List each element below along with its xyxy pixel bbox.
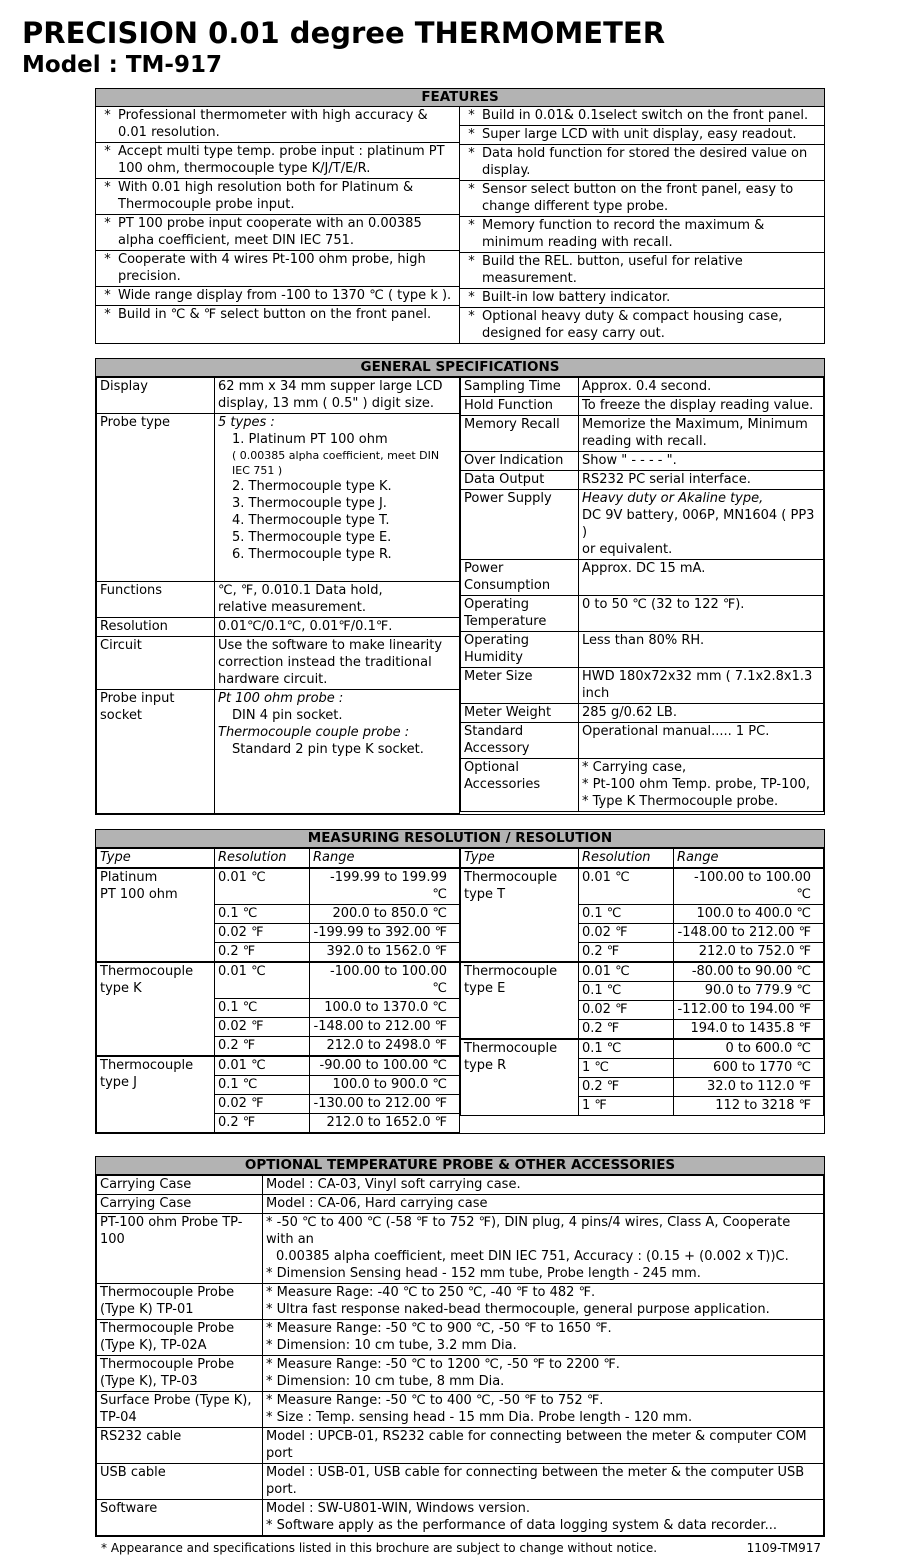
accessory-label: Carrying Case [97, 1195, 263, 1214]
table-row [97, 1214, 824, 1284]
probe-type-cell: Thermocouple type E [461, 962, 579, 1039]
bullet-asterisk: * [104, 216, 111, 231]
table-row [97, 1464, 824, 1500]
table-row [461, 704, 824, 723]
accessory-value: Model : CA-03, Vinyl soft carrying case. [263, 1176, 824, 1195]
feature-item [96, 287, 459, 306]
feature-item [96, 306, 459, 324]
range-cell: 194.0 to 1435.8 ℉ [674, 1020, 824, 1040]
feature-text: Sensor select button on the front panel, easy to change different type probe. [482, 182, 794, 214]
accessory-value: * -50 ℃ to 400 ℃ (-58 ℉ to 752 ℉), DIN plug, 4 pins/4 wires, Class A, Cooperate with an 0.00385 alpha coefficient, meet DIN IEC 751, Accuracy : (0.15 + (0.002 x T))C. * Dimension Sensing head - 152 mm tube, Probe length - 245 mm. [263, 1214, 824, 1284]
accessory-value: * Measure Range: -50 ℃ to 400 ℃, -50 ℉ to 752 ℉. * Size : Temp. sensing head - 15 mm Dia. Probe length - 120 mm. [263, 1392, 824, 1428]
resolution-cell: 0.01 ℃ [579, 868, 674, 905]
spec-value: Memorize the Maximum, Minimum reading with recall. [579, 416, 824, 452]
resolution-cell: 0.1 ℃ [215, 999, 310, 1018]
table-row [97, 1428, 824, 1464]
range-cell: -199.99 to 199.99 ℃ [310, 868, 460, 905]
features-left-column [96, 107, 460, 343]
spec-value: 0 to 50 ℃ (32 to 122 ℉). [579, 596, 824, 632]
bullet-asterisk: * [104, 108, 111, 123]
accessory-label: PT-100 ohm Probe TP-100 [97, 1214, 263, 1284]
range-cell: 100.0 to 400.0 ℃ [674, 905, 824, 924]
accessory-label: Surface Probe (Type K), TP-04 [97, 1392, 263, 1428]
col-header-range: Range [310, 849, 460, 869]
table-row [461, 378, 824, 397]
resolution-cell: 0.1 ℃ [215, 905, 310, 924]
probe-type-cell: Thermocouple type T [461, 868, 579, 962]
spec-label: Over Indication [461, 452, 579, 471]
features-columns [96, 107, 824, 343]
feature-item [96, 215, 459, 251]
bullet-asterisk: * [104, 307, 111, 322]
bullet-asterisk: * [104, 252, 111, 267]
spec-value: Approx. DC 15 mA. [579, 560, 824, 596]
probe-type-cell: Thermocouple type K [97, 962, 215, 1056]
content-area [95, 88, 825, 1556]
resolution-cell: 0.02 ℉ [215, 1095, 310, 1114]
resolution-cell: 1 ℃ [579, 1059, 674, 1078]
spec-value: 5 types : 1. Platinum PT 100 ohm ( 0.00385 alpha coefficient, meet DIN IEC 751 ) 2. Thermocouple type K. 3. Thermocouple type J. 4. Thermocouple type T. 5. Thermocouple type E. 6. Thermocouple type R. [215, 414, 460, 582]
spec-value: 285 g/0.62 LB. [579, 704, 824, 723]
table-row [461, 397, 824, 416]
spec-label: Meter Size [461, 668, 579, 704]
general-specs-header: GENERAL SPECIFICATIONS [96, 359, 824, 377]
table-row [97, 378, 460, 414]
range-cell: -112.00 to 194.00 ℉ [674, 1001, 824, 1020]
spec-label: Display [97, 378, 215, 414]
spec-label: Circuit [97, 637, 215, 690]
range-cell: -80.00 to 90.00 ℃ [674, 962, 824, 982]
spec-label: Functions [97, 582, 215, 618]
table-row [97, 1392, 824, 1428]
accessory-label: Thermocouple Probe (Type K), TP-02A [97, 1320, 263, 1356]
feature-text: Optional heavy duty & compact housing case, designed for easy carry out. [482, 309, 783, 341]
spec-label: Meter Weight [461, 704, 579, 723]
general-specs-left [96, 377, 460, 814]
spec-label: Power Consumption [461, 560, 579, 596]
range-cell: 100.0 to 900.0 ℃ [310, 1076, 460, 1095]
resolution-cell: 0.2 ℉ [579, 1078, 674, 1097]
spec-value: Use the software to make linearity correction instead the traditional hardware circuit. [215, 637, 460, 690]
feature-item [460, 107, 824, 126]
resolution-cell: 0.1 ℃ [579, 1039, 674, 1059]
feature-item [460, 289, 824, 308]
bullet-asterisk: * [104, 180, 111, 195]
accessories-section [95, 1156, 825, 1537]
feature-text: Professional thermometer with high accuracy & 0.01 resolution. [118, 108, 428, 140]
spec-value: Show " - - - - ". [579, 452, 824, 471]
feature-item [460, 126, 824, 145]
col-header-type: Type [461, 849, 579, 869]
table-row [97, 962, 460, 999]
spec-value: * Carrying case, * Pt-100 ohm Temp. probe, TP-100, * Type K Thermocouple probe. [579, 759, 824, 812]
table-row [97, 690, 460, 814]
resolution-columns [96, 848, 824, 1133]
spec-label: Data Output [461, 471, 579, 490]
resolution-cell: 0.01 ℃ [215, 962, 310, 999]
bullet-asterisk: * [468, 218, 475, 233]
table-row [461, 723, 824, 759]
table-row [461, 962, 824, 982]
range-cell: 112 to 3218 ℉ [674, 1097, 824, 1116]
table-row [461, 668, 824, 704]
spec-value: 0.01℃/0.1℃, 0.01℉/0.1℉. [215, 618, 460, 637]
spec-label: Standard Accessory [461, 723, 579, 759]
range-cell: -100.00 to 100.00 ℃ [674, 868, 824, 905]
feature-text: With 0.01 high resolution both for Platinum & Thermocouple probe input. [118, 180, 414, 212]
resolution-cell: 0.01 ℃ [215, 1056, 310, 1076]
bullet-asterisk: * [468, 309, 475, 324]
spec-value: Operational manual..... 1 PC. [579, 723, 824, 759]
feature-item [96, 143, 459, 179]
table-header-row [461, 849, 824, 869]
accessory-value: Model : USB-01, USB cable for connecting between the meter & the computer USB port. [263, 1464, 824, 1500]
resolution-cell: 0.02 ℉ [579, 1001, 674, 1020]
spec-value: HWD 180x72x32 mm ( 7.1x2.8x1.3 inch [579, 668, 824, 704]
range-cell: 212.0 to 1652.0 ℉ [310, 1114, 460, 1133]
table-row [461, 1039, 824, 1059]
range-cell: 90.0 to 779.9 ℃ [674, 982, 824, 1001]
range-cell: -148.00 to 212.00 ℉ [674, 924, 824, 943]
table-row [97, 1176, 824, 1195]
spec-label: Resolution [97, 618, 215, 637]
bullet-asterisk: * [468, 290, 475, 305]
table-row [461, 596, 824, 632]
accessory-value: Model : SW-U801-WIN, Windows version. * Software apply as the performance of data logging system & data recorder... [263, 1500, 824, 1536]
range-cell: 212.0 to 2498.0 ℉ [310, 1037, 460, 1057]
resolution-cell: 0.02 ℉ [215, 1018, 310, 1037]
features-section [95, 88, 825, 344]
accessory-label: RS232 cable [97, 1428, 263, 1464]
feature-text: Build the REL. button, useful for relative measurement. [482, 254, 743, 286]
spec-label: Operating Humidity [461, 632, 579, 668]
accessory-value: * Measure Rage: -40 ℃ to 250 ℃, -40 ℉ to 482 ℉. * Ultra fast response naked-bead thermocouple, general purpose application. [263, 1284, 824, 1320]
footer-document-code: 1109-TM917 [746, 1541, 821, 1555]
accessory-label: Software [97, 1500, 263, 1536]
general-specs-right [460, 377, 824, 814]
accessory-value: * Measure Range: -50 ℃ to 900 ℃, -50 ℉ to 1650 ℉. * Dimension: 10 cm tube, 3.2 mm Dia. [263, 1320, 824, 1356]
feature-text: Built-in low battery indicator. [482, 290, 671, 305]
resolution-cell: 0.1 ℃ [579, 905, 674, 924]
col-header-range: Range [674, 849, 824, 869]
accessory-label: Thermocouple Probe (Type K), TP-03 [97, 1356, 263, 1392]
feature-text: Super large LCD with unit display, easy readout. [482, 127, 797, 142]
feature-item [96, 179, 459, 215]
resolution-right [460, 848, 824, 1133]
resolution-cell: 0.2 ℉ [215, 943, 310, 963]
probe-type-cell: Thermocouple type R [461, 1039, 579, 1116]
feature-item [96, 107, 459, 143]
range-cell: -100.00 to 100.00 ℃ [310, 962, 460, 999]
bullet-asterisk: * [104, 144, 111, 159]
feature-item [460, 253, 824, 289]
spec-label: Optional Accessories [461, 759, 579, 812]
spec-label: Sampling Time [461, 378, 579, 397]
range-cell: 392.0 to 1562.0 ℉ [310, 943, 460, 963]
spec-label: Memory Recall [461, 416, 579, 452]
accessory-value: Model : CA-06, Hard carrying case [263, 1195, 824, 1214]
table-row [97, 1356, 824, 1392]
spec-label: Probe type [97, 414, 215, 582]
feature-item [460, 308, 824, 343]
table-row [97, 582, 460, 618]
resolution-cell: 0.1 ℃ [215, 1076, 310, 1095]
feature-text: Cooperate with 4 wires Pt-100 ohm probe, high precision. [118, 252, 426, 284]
col-header-resolution: Resolution [579, 849, 674, 869]
spec-value: To freeze the display reading value. [579, 397, 824, 416]
probe-type-cell: Platinum PT 100 ohm [97, 868, 215, 962]
page-title: PRECISION 0.01 degree THERMOMETER [22, 16, 666, 50]
model-subtitle: Model : TM-917 [22, 52, 222, 78]
footer-note: * Appearance and specifications listed in this brochure are subject to change without notice. [101, 1541, 658, 1555]
resolution-cell: 0.2 ℉ [579, 943, 674, 963]
resolution-header: MEASURING RESOLUTION / RESOLUTION [96, 830, 824, 848]
range-cell: 200.0 to 850.0 ℃ [310, 905, 460, 924]
spec-label: Operating Temperature [461, 596, 579, 632]
feature-text: Memory function to record the maximum & minimum reading with recall. [482, 218, 765, 250]
spec-value: ℃, ℉, 0.010.1 Data hold, relative measurement. [215, 582, 460, 618]
resolution-cell: 0.2 ℉ [579, 1020, 674, 1040]
resolution-cell: 0.01 ℃ [215, 868, 310, 905]
bullet-asterisk: * [468, 146, 475, 161]
features-header: FEATURES [96, 89, 824, 107]
spec-value: Pt 100 ohm probe : DIN 4 pin socket. Thermocouple couple probe : Standard 2 pin type K socket. [215, 690, 460, 814]
range-cell: 100.0 to 1370.0 ℃ [310, 999, 460, 1018]
table-header-row [97, 849, 460, 869]
table-row [97, 414, 460, 582]
feature-item [460, 217, 824, 253]
accessory-value: Model : UPCB-01, RS232 cable for connecting between the meter & computer COM port [263, 1428, 824, 1464]
bullet-asterisk: * [104, 288, 111, 303]
accessory-label: Thermocouple Probe (Type K) TP-01 [97, 1284, 263, 1320]
feature-item [460, 181, 824, 217]
table-row [461, 759, 824, 812]
col-header-resolution: Resolution [215, 849, 310, 869]
range-cell: 0 to 600.0 ℃ [674, 1039, 824, 1059]
table-row [97, 1284, 824, 1320]
feature-item [96, 251, 459, 287]
table-row [97, 618, 460, 637]
page-footer [101, 1541, 821, 1556]
spec-label: Hold Function [461, 397, 579, 416]
features-right-column [460, 107, 824, 343]
resolution-section [95, 829, 825, 1134]
bullet-asterisk: * [468, 127, 475, 142]
feature-item [460, 145, 824, 181]
accessory-label: Carrying Case [97, 1176, 263, 1195]
resolution-cell: 0.02 ℉ [215, 924, 310, 943]
spec-label: Power Supply [461, 490, 579, 560]
spec-value: Approx. 0.4 second. [579, 378, 824, 397]
spec-value: RS232 PC serial interface. [579, 471, 824, 490]
spec-label: Probe input socket [97, 690, 215, 814]
table-row [97, 1320, 824, 1356]
general-specs-section [95, 358, 825, 815]
table-row [461, 868, 824, 905]
table-row [461, 560, 824, 596]
table-row [97, 637, 460, 690]
resolution-left [96, 848, 460, 1133]
feature-text: Wide range display from -100 to 1370 ℃ ( type k ). [118, 288, 452, 303]
table-row [97, 1056, 460, 1076]
range-cell: -90.00 to 100.00 ℃ [310, 1056, 460, 1076]
spec-value: Heavy duty or Akaline type, DC 9V battery, 006P, MN1604 ( PP3 ) or equivalent. [579, 490, 824, 560]
feature-text: Accept multi type temp. probe input : platinum PT 100 ohm, thermocouple type K/J/T/E/R. [118, 144, 445, 176]
resolution-cell: 0.1 ℃ [579, 982, 674, 1001]
col-header-type: Type [97, 849, 215, 869]
table-row [97, 868, 460, 905]
table-row [461, 490, 824, 560]
bullet-asterisk: * [468, 254, 475, 269]
bullet-asterisk: * [468, 182, 475, 197]
table-row [461, 632, 824, 668]
spec-value: Less than 80% RH. [579, 632, 824, 668]
feature-text: PT 100 probe input cooperate with an 0.00385 alpha coefficient, meet DIN IEC 751. [118, 216, 422, 248]
spec-value: 62 mm x 34 mm supper large LCD display, 13 mm ( 0.5" ) digit size. [215, 378, 460, 414]
table-row [461, 452, 824, 471]
general-specs-columns [96, 377, 824, 814]
resolution-cell: 1 ℉ [579, 1097, 674, 1116]
feature-text: Data hold function for stored the desired value on display. [482, 146, 808, 178]
resolution-cell: 0.2 ℉ [215, 1114, 310, 1133]
table-row [97, 1195, 824, 1214]
bullet-asterisk: * [468, 108, 475, 123]
range-cell: -130.00 to 212.00 ℉ [310, 1095, 460, 1114]
table-row [461, 416, 824, 452]
range-cell: 600 to 1770 ℃ [674, 1059, 824, 1078]
accessory-label: USB cable [97, 1464, 263, 1500]
resolution-cell: 0.02 ℉ [579, 924, 674, 943]
feature-text: Build in 0.01& 0.1select switch on the front panel. [482, 108, 809, 123]
resolution-cell: 0.2 ℉ [215, 1037, 310, 1057]
table-row [461, 471, 824, 490]
resolution-cell: 0.01 ℃ [579, 962, 674, 982]
accessory-value: * Measure Range: -50 ℃ to 1200 ℃, -50 ℉ to 2200 ℉. * Dimension: 10 cm tube, 8 mm Dia. [263, 1356, 824, 1392]
range-cell: -199.99 to 392.00 ℉ [310, 924, 460, 943]
range-cell: 212.0 to 752.0 ℉ [674, 943, 824, 963]
accessories-header: OPTIONAL TEMPERATURE PROBE & OTHER ACCESSORIES [96, 1157, 824, 1175]
range-cell: -148.00 to 212.00 ℉ [310, 1018, 460, 1037]
probe-type-cell: Thermocouple type J [97, 1056, 215, 1133]
table-row [97, 1500, 824, 1536]
range-cell: 32.0 to 112.0 ℉ [674, 1078, 824, 1097]
feature-text: Build in ℃ & ℉ select button on the front panel. [118, 307, 432, 322]
